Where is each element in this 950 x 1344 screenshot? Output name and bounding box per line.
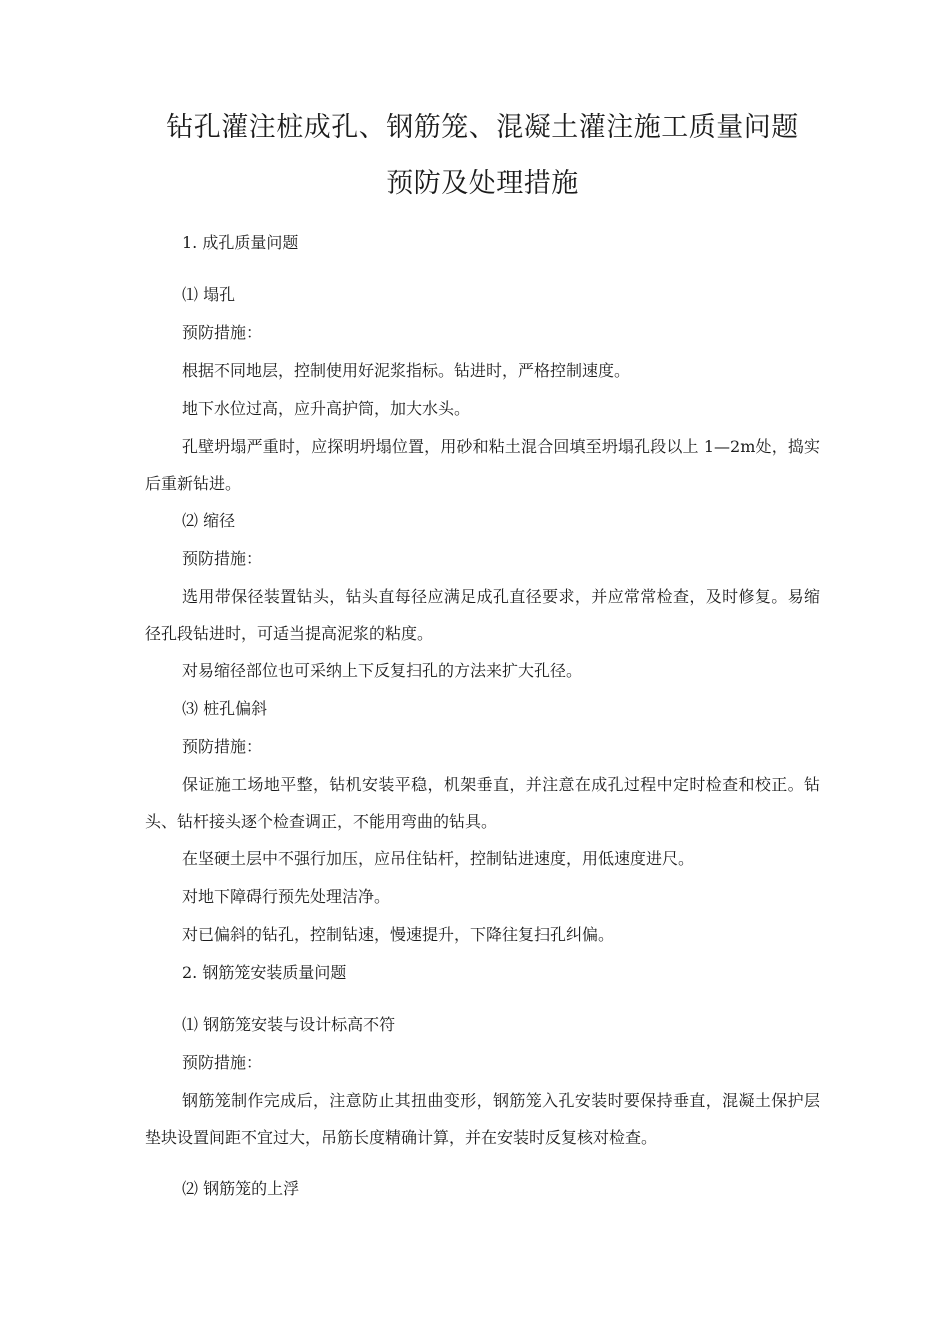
subsection-heading: ⑶ 桩孔偏斜 (182, 699, 268, 718)
paragraph: 选用带保径装置钻头，钻头直每径应满足成孔直径要求，并应常常检查，及时修复。易缩径孔段钻进时，可适当提高泥浆的粘度。 (145, 587, 820, 643)
paragraph: 预防措施： (182, 549, 263, 568)
title-line-2: 预防及处理措施 (386, 168, 579, 199)
subsection-heading: ⑵ 缩径 (182, 511, 236, 530)
subsection-heading: ⑴ 钢筋笼安装与设计标高不符 (182, 1015, 396, 1034)
paragraph: 地下水位过高，应升高护筒，加大水头。 (182, 399, 471, 418)
subsection-heading: ⑵ 钢筋笼的上浮 (182, 1179, 300, 1198)
paragraph: 对地下障碍行预先处理洁净。 (182, 887, 391, 906)
document-title (145, 100, 820, 212)
paragraph: 预防措施： (182, 323, 263, 342)
paragraph: 钢筋笼制作完成后，注意防止其扭曲变形，钢筋笼入孔安装时要保持垂直，混凝土保护层垫块设置间距不宜过大，吊筋长度精确计算，并在安装时反复核对检查。 (145, 1091, 820, 1147)
paragraph: 孔壁坍塌严重时，应探明坍塌位置，用砂和粘土混合回填至坍塌孔段以上 1—2m处，捣实后重新钻进。 (145, 437, 820, 493)
paragraph: 预防措施： (182, 1053, 263, 1072)
paragraph: 对易缩径部位也可采纳上下反复扫孔的方法来扩大孔径。 (182, 661, 583, 680)
section-heading-1: 1. 成孔质量问题 (182, 233, 299, 252)
paragraph: 预防措施： (182, 737, 263, 756)
paragraph: 对已偏斜的钻孔，控制钻速，慢速提升，下降往复扫孔纠偏。 (182, 925, 615, 944)
paragraph: 在坚硬土层中不强行加压，应吊住钻杆，控制钻进速度，用低速度进尺。 (182, 849, 695, 868)
paragraph: 根据不同地层，控制使用好泥浆指标。钻进时，严格控制速度。 (182, 361, 631, 380)
title-line-1: 钻孔灌注桩成孔、钢筋笼、混凝土灌注施工质量问题 (166, 112, 799, 143)
section-heading-2: 2. 钢筋笼安装质量问题 (182, 963, 347, 982)
subsection-heading: ⑴ 塌孔 (182, 285, 236, 304)
document-page (145, 100, 820, 1208)
paragraph: 保证施工场地平整，钻机安装平稳，机架垂直，并注意在成孔过程中定时检查和校正。钻头、钻杆接头逐个检查调正，不能用弯曲的钻具。 (145, 775, 820, 831)
